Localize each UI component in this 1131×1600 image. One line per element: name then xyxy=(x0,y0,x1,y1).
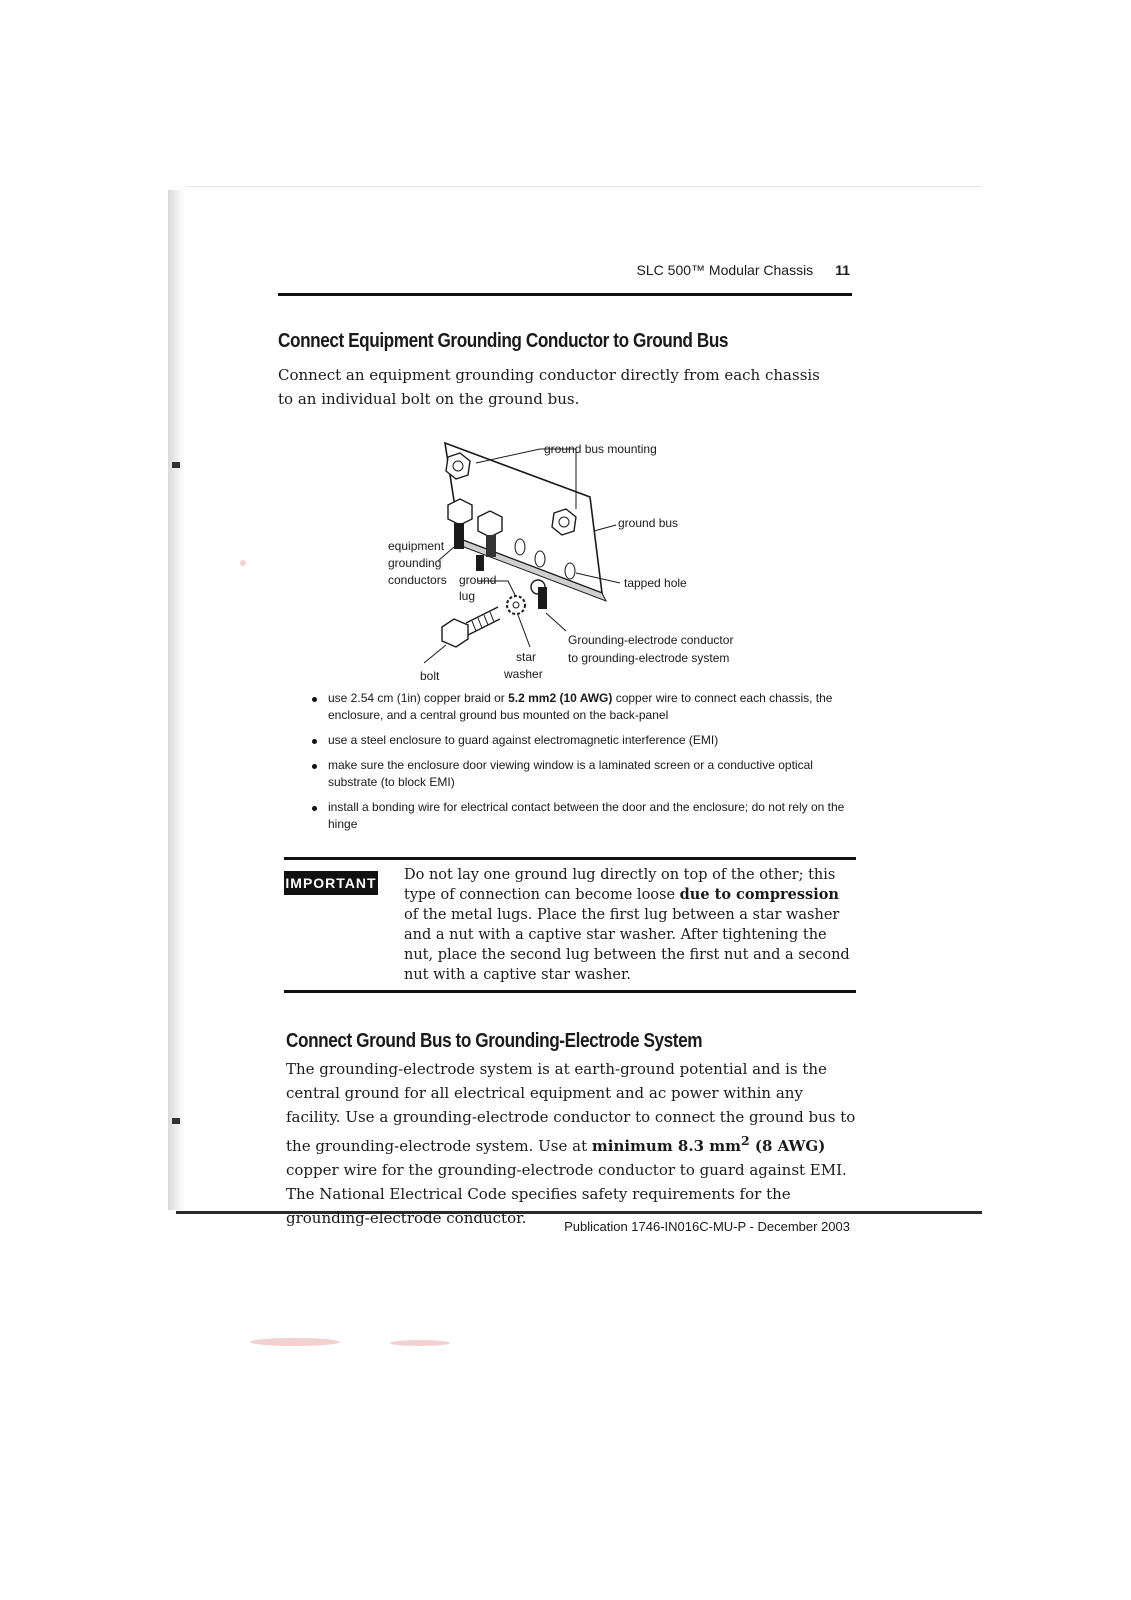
page-edge-left xyxy=(168,190,186,1210)
ground-bus-diagram xyxy=(380,435,850,690)
section-heading-ground-bus: Connect Equipment Grounding Conductor to Ground Bus xyxy=(278,330,729,352)
scan-smudge xyxy=(390,1340,450,1346)
important-text: Do not lay one ground lug directly on top of the other; this type of connection can become loose due to compression of the metal lugs. Place the first lug between a star washer and a nut with a captive star washer. After tightening the nut, place the second lug between the first nut and a second nut with a captive star washer. xyxy=(404,867,850,983)
label-washer: washer xyxy=(504,667,543,681)
header-rule xyxy=(278,293,852,296)
label-conductors: conductors xyxy=(388,573,447,587)
leader-line xyxy=(576,573,620,583)
leader-line xyxy=(518,615,530,647)
tapped-hole xyxy=(535,551,545,567)
leader-line xyxy=(476,449,576,509)
bolt-shaft xyxy=(466,607,500,635)
page-edge-top xyxy=(186,186,982,187)
section-paragraph-electrode-system: The grounding-electrode system is at earth-ground potential and is the central ground for all electrical equipment and ac power within any facility. Use a grounding-electrode conductor to connect the ground bus to the grounding-electrode system. Use at minimum 8.3 $mm^2$ (8 AWG) copper wire for the grounding-electrode conductor to guard against EMI. The National Electrical Code specifies safety requirements for the grounding-electrode conductor. xyxy=(286,1060,856,1227)
leader-line xyxy=(424,645,446,663)
label-ground-bus: ground bus xyxy=(618,516,679,530)
label-grounding: grounding xyxy=(388,556,442,570)
binding-staple-mark xyxy=(172,1118,180,1124)
label-electrode-system: to grounding-electrode system xyxy=(568,651,730,665)
important-top-rule xyxy=(284,857,856,860)
grounding-lug xyxy=(454,523,464,549)
star-washer xyxy=(507,596,525,614)
important-bottom-rule xyxy=(284,990,856,993)
conductor-bolt-head xyxy=(478,511,502,537)
section-paragraph-ground-bus: Connect an equipment grounding conductor directly from each chassis to an individual bolt on the ground bus. xyxy=(278,366,820,408)
label-lug: lug xyxy=(459,589,476,603)
list-item: use a steel enclosure to guard against electromagnetic interference (EMI) xyxy=(310,732,850,749)
label-equipment: equipment xyxy=(388,539,445,553)
binding-staple-mark xyxy=(172,462,180,468)
label-ground: ground xyxy=(459,573,497,587)
label-bolt: bolt xyxy=(420,669,440,683)
scan-smudge xyxy=(250,1338,340,1346)
running-head xyxy=(560,262,850,278)
page-number: 11 xyxy=(835,262,850,278)
label-star: star xyxy=(516,650,537,664)
leader-line xyxy=(594,525,616,531)
tapped-hole xyxy=(515,539,525,555)
scan-speck xyxy=(240,560,246,566)
important-badge: IMPORTANT xyxy=(284,871,378,895)
mounting-bolt-head xyxy=(552,509,576,535)
electrode-lug xyxy=(538,587,547,609)
publication-footer: Publication 1746-IN016C-MU-P - December 2003 xyxy=(564,1219,850,1234)
label-ground-bus-mounting: ground bus mounting xyxy=(544,442,657,456)
conductor-bolt-head xyxy=(448,499,472,525)
grounding-guidelines-list xyxy=(310,690,850,841)
list-item: install a bonding wire for electrical contact between the door and the enclosure; do not rely on the hinge xyxy=(310,799,850,833)
bolt-head xyxy=(442,619,468,647)
grounding-lug xyxy=(486,535,496,557)
section-heading-electrode-system: Connect Ground Bus to Grounding-Electrode System xyxy=(286,1030,703,1052)
tapped-hole xyxy=(565,563,575,579)
list-item: make sure the enclosure door viewing window is a laminated screen or a conductive optical substrate (to block EMI) xyxy=(310,757,850,791)
list-item: use 2.54 cm (1in) copper braid or 5.2 mm2 (10 AWG) copper wire to connect each chassis, the enclosure, and a central ground bus mounted on the back-panel xyxy=(310,690,850,724)
running-title: SLC 500™ Modular Chassis xyxy=(636,262,814,278)
label-electrode-conductor: Grounding-electrode conductor xyxy=(568,633,734,647)
label-tapped-hole: tapped hole xyxy=(624,576,687,590)
grounding-lug xyxy=(476,555,484,571)
leader-line xyxy=(546,613,566,631)
